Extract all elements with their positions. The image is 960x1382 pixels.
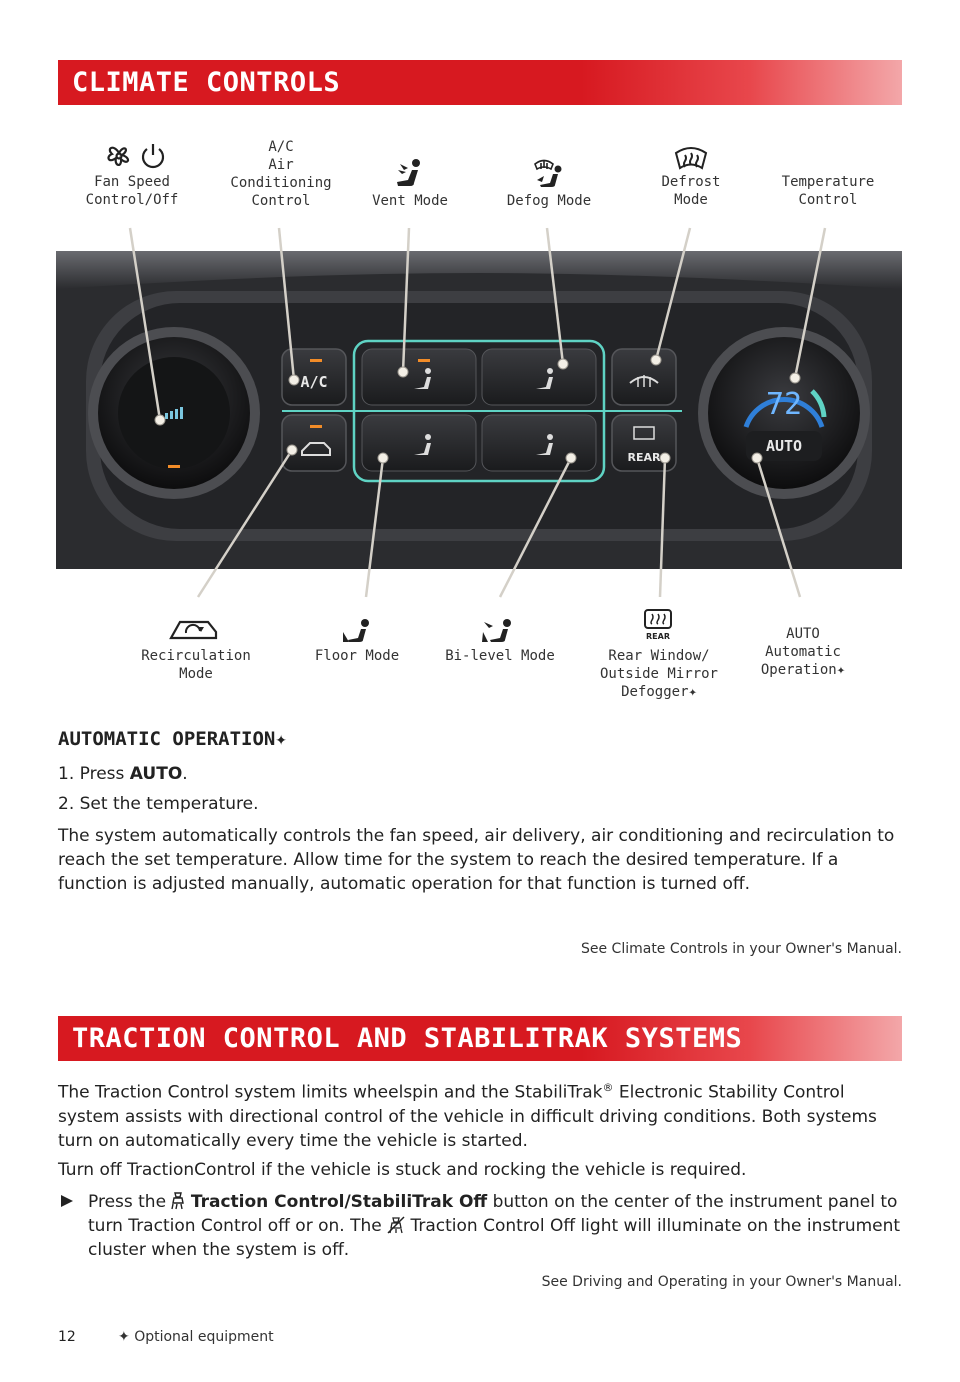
ac-button[interactable]: A/C xyxy=(300,373,328,391)
recirculation-mode-label: Recirculation Mode xyxy=(141,648,251,682)
fan-power-icon xyxy=(104,140,166,172)
traction-control-title: TRACTION CONTROL AND STABILITRAK SYSTEMS xyxy=(72,1023,743,1054)
automatic-operation-heading: AUTOMATIC OPERATION✦ xyxy=(58,728,287,750)
rear-defogger-icon xyxy=(642,608,674,642)
climate-controls-banner xyxy=(58,60,902,105)
auto-description: The system automatically controls the fan speed, air delivery, air conditioning and recirculation to reach the set temperature. Allow time for the system to reach the desired temperature. If a function is adjusted manually, automatic operation for that function is turned off. xyxy=(58,826,895,894)
climate-manual-reference: See Climate Controls in your Owner's Manual. xyxy=(580,941,902,957)
traction-off-light-icon xyxy=(387,1216,405,1234)
bi-level-mode-icon xyxy=(480,618,516,644)
fan-speed-label: Fan Speed Control/Off xyxy=(85,174,179,208)
traction-control-button-icon xyxy=(171,1192,185,1210)
temperature-control-label: Temperature Control xyxy=(781,174,875,208)
vent-mode-label: Vent Mode xyxy=(372,193,448,209)
defog-mode-icon xyxy=(532,158,566,188)
temperature-display: 72 xyxy=(765,387,803,422)
floor-mode-icon xyxy=(340,618,374,644)
bi-level-mode-label: Bi-level Mode xyxy=(445,648,555,664)
defrost-mode-icon xyxy=(674,146,708,174)
vent-mode-icon xyxy=(394,158,428,188)
traction-bullet: Press the Traction Control/StabiliTrak Off button on the center of the instrument panel to turn Traction Control off or on. The Traction Control Off light will illuminate on the instrument cluster when the system is off. xyxy=(58,1190,902,1262)
rear-defog-button[interactable]: REAR xyxy=(627,451,661,464)
optional-equipment-note: ✦ Optional equipment xyxy=(118,1329,274,1345)
auto-button[interactable]: AUTO xyxy=(765,437,803,455)
step-2: 2. Set the temperature. xyxy=(58,794,259,814)
climate-controls-title: CLIMATE CONTROLS xyxy=(72,67,341,98)
page-number: 12 xyxy=(58,1329,76,1345)
traction-description: The Traction Control system limits wheelspin and the StabiliTrak® Electronic Stability Control system assists with directional control of the vehicle in difficult driving conditions. Both systems turn on automatically every time the vehicle is started. xyxy=(58,1081,877,1151)
ac-label: A/C Air Conditioning Control xyxy=(230,139,332,209)
traction-control-banner xyxy=(58,1016,902,1061)
rear-window-defogger-label: Rear Window/ Outside Mirror Defogger✦ xyxy=(599,648,718,700)
traction-turn-off-note: Turn off TractionControl if the vehicle is stuck and rocking the vehicle is required. xyxy=(58,1160,747,1180)
traction-manual-reference: See Driving and Operating in your Owner's Manual. xyxy=(541,1274,902,1290)
auto-operation-label: AUTO Automatic Operation✦ xyxy=(760,626,846,678)
defrost-mode-label: Defrost Mode xyxy=(661,174,721,208)
step-1: 1. Press AUTO. xyxy=(58,764,188,784)
arrow-bullet-icon xyxy=(60,1194,74,1208)
svg-text:REAR: REAR xyxy=(646,632,670,641)
climate-control-panel xyxy=(56,251,902,569)
defog-mode-label: Defog Mode xyxy=(506,193,592,209)
recirculation-icon xyxy=(168,616,220,642)
floor-mode-label: Floor Mode xyxy=(314,648,400,664)
